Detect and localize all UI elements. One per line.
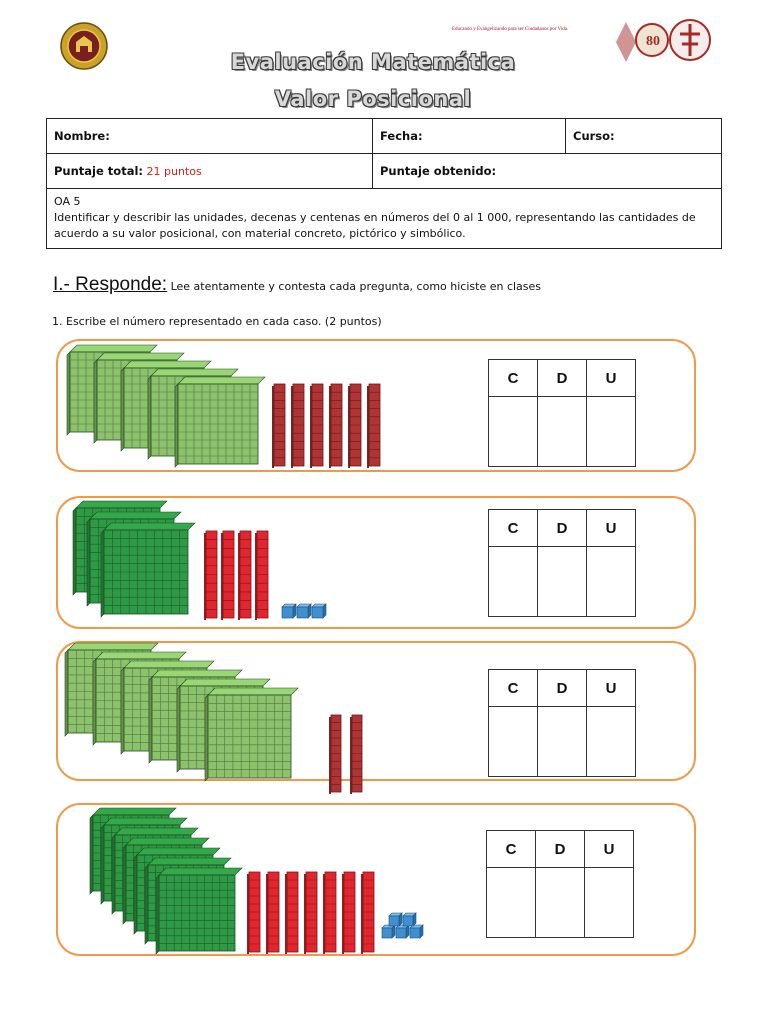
cdu-header-c: C [487, 831, 536, 868]
unit-cube [396, 925, 409, 938]
ten-rod [329, 384, 342, 468]
unit-cube [382, 925, 395, 938]
ten-rod [367, 384, 380, 468]
unit-cube [282, 604, 296, 618]
ten-rod [291, 384, 304, 468]
answer-cell-d[interactable] [538, 547, 587, 617]
cdu-header-c: C [489, 670, 538, 707]
cdu-header-d: D [536, 831, 585, 868]
answer-cell-u[interactable] [587, 397, 636, 467]
answer-cell-c[interactable] [489, 397, 538, 467]
cdu-header-c: C [489, 510, 538, 547]
answer-cell-c[interactable] [487, 868, 536, 938]
answer-cell-u[interactable] [587, 547, 636, 617]
ten-rod [221, 531, 234, 620]
total-score-label: Puntaje total: [54, 164, 144, 178]
ten-rod [361, 872, 374, 954]
unit-cube [297, 604, 311, 618]
cdu-header-d: D [538, 360, 587, 397]
name-label: Nombre: [54, 129, 110, 143]
hundred-flat [156, 868, 242, 954]
ten-rod [350, 715, 362, 794]
page-subtitle: Valor Posicional [274, 87, 472, 111]
cdu-header-u: U [587, 670, 636, 707]
answer-cell-d[interactable] [538, 707, 587, 777]
date-label: Fecha: [380, 129, 423, 143]
cdu-header-u: U [587, 360, 636, 397]
blocks-exercise-4 [90, 808, 423, 954]
cdu-table-4 [486, 830, 634, 938]
oa-code: OA 5 [54, 195, 81, 208]
unit-cube [389, 913, 402, 926]
answer-cell-c[interactable] [489, 707, 538, 777]
course-label: Curso: [573, 129, 615, 143]
ten-rod [329, 715, 341, 794]
ten-rod [285, 872, 298, 954]
cdu-header-u: U [585, 831, 634, 868]
ten-rod [247, 872, 260, 954]
ten-rod [348, 384, 361, 468]
obtained-score-label: Puntaje obtenido: [380, 164, 497, 178]
ten-rod [342, 872, 355, 954]
ten-rod [238, 531, 251, 620]
answer-cell-u[interactable] [585, 868, 634, 938]
oa-description: Identificar y describir las unidades, decenas y centenas en números del 0 al 1 000, representando las cantidades de acuerdo a su valor posicional, con material concreto, pictórico y simbólico. [54, 211, 696, 240]
question-text: 1. Escribe el número representado en cada caso. (2 puntos) [52, 315, 382, 328]
blocks-exercise-1 [67, 345, 380, 468]
svg-text:80: 80 [646, 34, 660, 49]
page-title: Evaluación Matemática [230, 50, 516, 74]
answer-cell-d[interactable] [538, 397, 587, 467]
ten-rod [272, 384, 285, 468]
cdu-table-1 [488, 359, 636, 467]
section-instruction: Lee atentamente y contesta cada pregunta, como hiciste en clases [170, 280, 542, 293]
hundred-flat [101, 523, 195, 617]
ten-rod [204, 531, 217, 620]
ten-rod [323, 872, 336, 954]
hundred-flat [205, 688, 298, 781]
section-number: I.- Responde: [53, 274, 168, 295]
blocks-exercise-3 [65, 643, 362, 794]
hundred-flat [175, 377, 265, 467]
answer-cell-d[interactable] [536, 868, 585, 938]
cdu-header-c: C [489, 360, 538, 397]
ten-rod [255, 531, 268, 620]
answer-cell-u[interactable] [587, 707, 636, 777]
cdu-table-2 [488, 509, 636, 617]
cdu-header-d: D [538, 510, 587, 547]
total-score-value: 21 puntos [146, 165, 202, 178]
cdu-header-u: U [587, 510, 636, 547]
blocks-exercise-2 [73, 501, 326, 620]
cdu-header-d: D [538, 670, 587, 707]
unit-cube [410, 925, 423, 938]
ten-rod [304, 872, 317, 954]
unit-cube [403, 913, 416, 926]
unit-cube [312, 604, 326, 618]
ten-rod [310, 384, 323, 468]
answer-cell-c[interactable] [489, 547, 538, 617]
ten-rod [266, 872, 279, 954]
cdu-table-3 [488, 669, 636, 777]
school-motto: Educando y Evangelizando para ser Ciudadanos por Vida. [452, 27, 569, 32]
